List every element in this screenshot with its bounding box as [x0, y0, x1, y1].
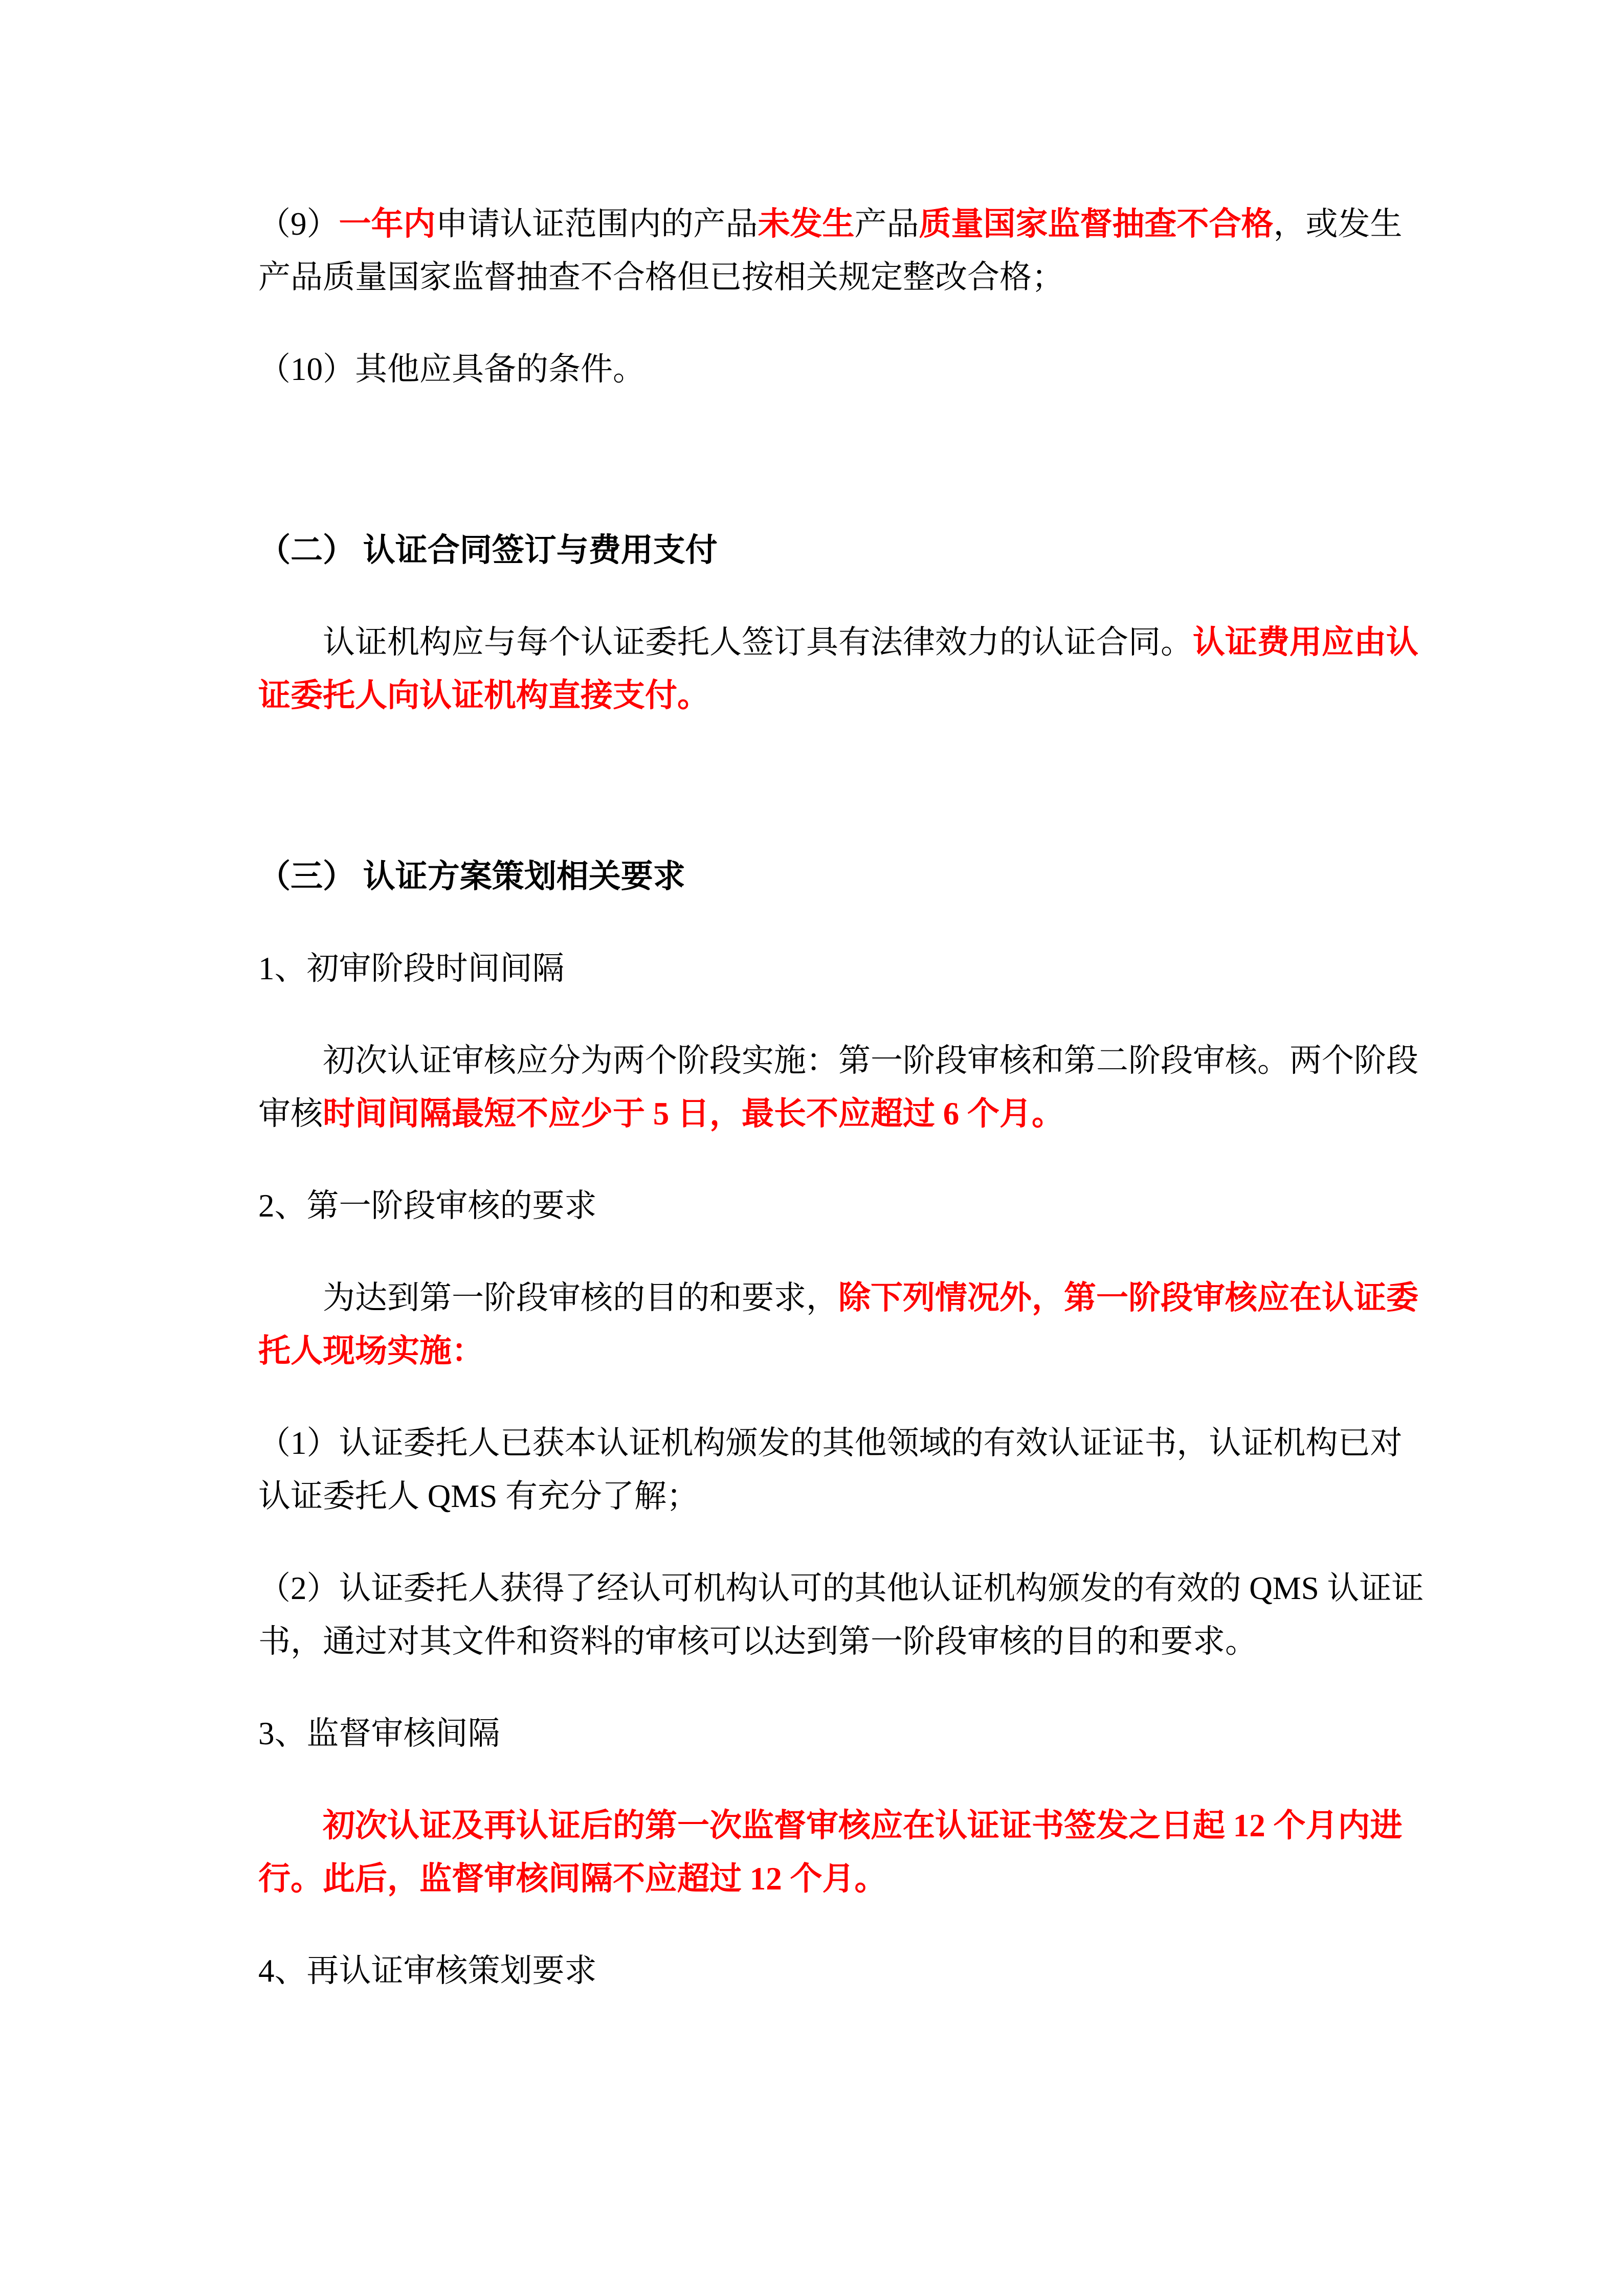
text-segment: 书，通过对其文件和资料的审核可以达到第一阶段审核的目的和要求。	[258, 1624, 1257, 1659]
text-segment: （1）认证委托人已获本认证机构颁发的其他领域的有效认证证书，认证机构已对	[258, 1425, 1403, 1461]
text-line	[258, 1615, 1399, 1668]
text-line	[258, 669, 1399, 722]
text-line	[258, 1179, 1399, 1232]
text-segment: 4、再认证审核策划要求	[258, 1953, 597, 1989]
text-segment: 产品质量国家监督抽查不合格但已按相关规定整改合格；	[258, 259, 1064, 295]
text-segment: 审核	[258, 1096, 323, 1132]
section-heading	[258, 850, 1399, 903]
emphasis-text-segment: 证委托人向认证机构直接支付。	[258, 678, 709, 713]
text-segment: 认证委托人 QMS 有充分了解；	[258, 1478, 699, 1514]
text-segment: （9）	[258, 206, 339, 242]
text-segment: 2、第一阶段审核的要求	[258, 1188, 597, 1224]
text-segment: 为达到第一阶段审核的目的和要求，	[323, 1280, 838, 1316]
document-content	[258, 197, 1424, 1997]
text-segment: 3、监督审核间隔	[258, 1716, 500, 1751]
text-segment: 产品	[854, 206, 919, 242]
text-segment: 认证机构应与每个认证委托人签订具有法律效力的认证合同。	[323, 624, 1193, 660]
text-segment: （二） 认证合同签订与费用支付	[258, 532, 718, 568]
text-segment: （三） 认证方案策划相关要求	[258, 859, 685, 894]
emphasis-text-segment: 时间间隔最短不应少于 5 日，最长不应超过 6 个月。	[323, 1096, 1064, 1132]
text-line	[258, 251, 1399, 304]
text-line	[258, 1852, 1399, 1905]
text-line	[258, 1416, 1403, 1470]
emphasis-text-segment: 除下列情况外，第一阶段审核应在认证委	[838, 1280, 1418, 1316]
emphasis-text-segment: 托人现场实施：	[258, 1333, 484, 1369]
text-segment: 初次认证审核应分为两个阶段实施：第一阶段审核和第二阶段审核。两个阶段	[323, 1043, 1418, 1078]
text-line	[258, 942, 1399, 995]
text-line	[258, 343, 1399, 396]
text-line	[258, 1087, 1399, 1140]
text-line	[258, 1470, 1399, 1523]
text-segment: 1、初审阶段时间间隔	[258, 951, 565, 986]
text-line	[258, 1271, 1418, 1324]
text-segment: ，或发生	[1273, 206, 1403, 242]
text-line	[258, 1562, 1424, 1615]
section-heading	[258, 524, 1399, 577]
emphasis-text-segment: 认证费用应由认	[1193, 624, 1418, 660]
text-line	[258, 1944, 1399, 1997]
text-line	[258, 197, 1403, 251]
text-line	[258, 1034, 1418, 1087]
text-line	[258, 1799, 1403, 1852]
emphasis-text-segment: 行。此后，监督审核间隔不应超过 12 个月。	[258, 1861, 887, 1897]
text-segment: （2）认证委托人获得了经认可机构认可的其他认证机构颁发的有效的 QMS 认证证	[258, 1570, 1424, 1606]
text-segment: 申请认证范围内的产品	[435, 206, 758, 242]
text-line	[258, 1324, 1399, 1378]
text-line	[258, 1707, 1399, 1760]
emphasis-text-segment: 质量国家监督抽查不合格	[919, 206, 1274, 242]
text-segment: （10）其他应具备的条件。	[258, 351, 645, 387]
text-line	[258, 616, 1418, 669]
emphasis-text-segment: 一年内	[339, 206, 436, 242]
emphasis-text-segment: 未发生	[758, 206, 855, 242]
emphasis-text-segment: 初次认证及再认证后的第一次监督审核应在认证证书签发之日起 12 个月内进	[323, 1808, 1403, 1843]
